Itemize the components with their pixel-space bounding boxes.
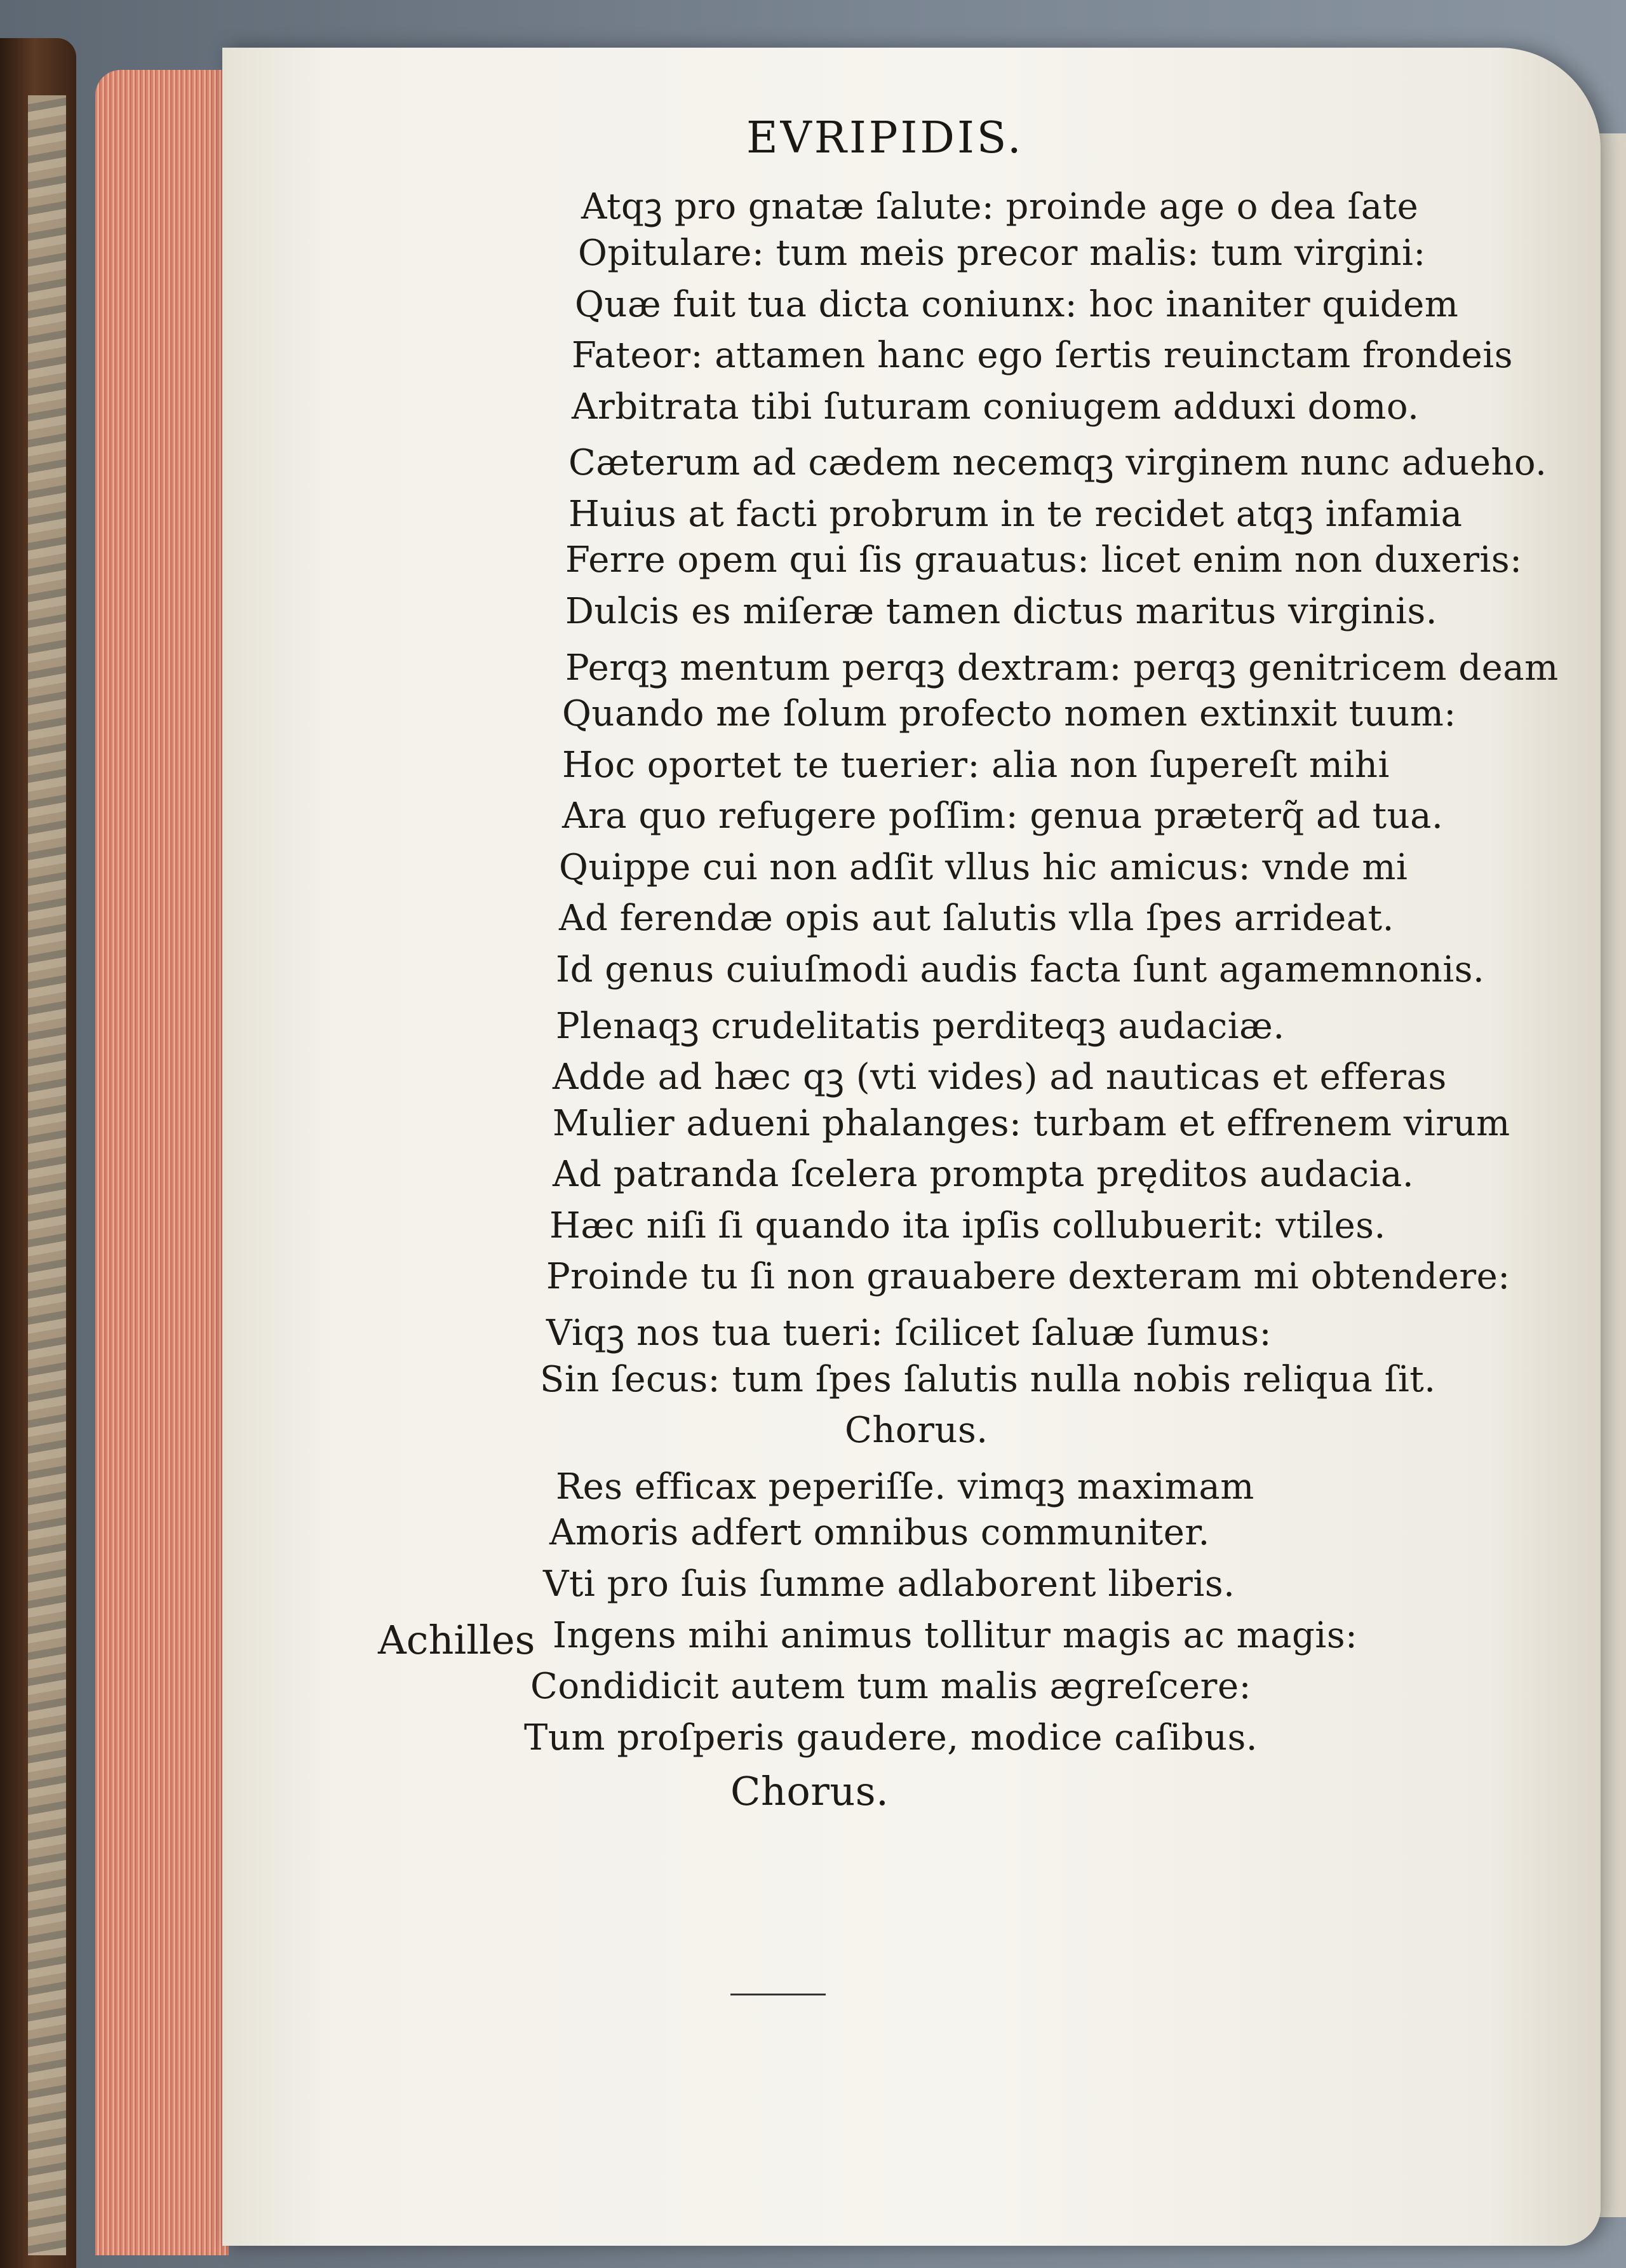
chorus-heading: Chorus. — [730, 1768, 889, 1814]
verse-line: Proinde tu ſi non grauabere dexteram mi obtendere: — [546, 1256, 1510, 1297]
achilles-line: Tum proſperis gaudere, modice caſibus. — [524, 1717, 1258, 1758]
verse-line: Ad ferendæ opis aut ſalutis vlla ſpes arrideat. — [559, 898, 1394, 939]
running-head: EVRIPIDIS. — [746, 113, 1024, 163]
verse-line: Viqꝫ nos tua tueri: ſcilicet ſaluæ ſumus: — [546, 1313, 1272, 1354]
verse-line: Ara quo refugere poſſim: genua præterq̃ ad tua. — [562, 795, 1444, 837]
verse-line: Ferre opem qui ſis grauatus: licet enim non duxeris: — [565, 539, 1522, 581]
marbled-endpaper — [28, 95, 66, 2255]
verse-line: Arbitrata tibi ſuturam coniugem adduxi domo. — [572, 386, 1420, 428]
verse-line: Sin ſecus: tum ſpes ſalutis nulla nobis reliqua ſit. — [540, 1359, 1436, 1400]
verse-line: Dulcis es miſeræ tamen dictus maritus virginis. — [565, 591, 1438, 632]
verse-line: Quæ fuit tua dicta coniunx: hoc inaniter quidem — [575, 284, 1459, 325]
verse-line: Cæterum ad cædem necemqꝫ virginem nunc adueho. — [568, 442, 1547, 483]
achilles-line: Condidicit autem tum malis ægreſcere: — [530, 1666, 1251, 1707]
chorus-heading: Chorus. — [845, 1410, 988, 1451]
verse-line: Mulier adueni phalanges: turbam et effrenem virum — [553, 1103, 1510, 1144]
verse-line: Hæc niſi ſi quando ita ipſis collubuerit: vtiles. — [549, 1205, 1386, 1246]
verse-line: Fateor: attamen hanc ego ſertis reuinctam frondeis — [572, 335, 1513, 376]
chorus-line: Res efficax peperiſſe. vimqꝫ maximam — [556, 1466, 1254, 1508]
verse-line: Adde ad hæc qꝫ (vti vides) ad nauticas et efferas — [553, 1056, 1447, 1098]
verse-line: Quippe cui non adſit vllus hic amicus: vnde mi — [559, 847, 1408, 888]
verse-line: Quando me ſolum profecto nomen extinxit tuum: — [562, 693, 1456, 734]
speaker-label: Achilles — [378, 1617, 535, 1663]
chorus-line: Amoris adfert omnibus communiter. — [549, 1512, 1210, 1553]
verse-line: Ad patranda ſcelera prompta pręditos audacia. — [553, 1154, 1414, 1195]
verse-line: Opitulare: tum meis precor malis: tum virgini: — [578, 233, 1426, 274]
verse-line: Perqꝫ mentum perqꝫ dextram: perqꝫ genitricem deam — [565, 647, 1559, 689]
achilles-line: Ingens mihi animus tollitur magis ac magis: — [553, 1615, 1358, 1656]
page-edges — [95, 70, 229, 2255]
verse-line: Atqꝫ pro gnatæ ſalute: proinde age o dea ſate — [581, 186, 1419, 227]
verse-line: Hoc oportet te tuerier: alia non ſupereſt mihi — [562, 745, 1390, 786]
verse-line: Id genus cuiuſmodi audis facta ſunt agamemnonis. — [556, 949, 1485, 990]
chorus-line: Vti pro ſuis ſumme adlaborent liberis. — [543, 1563, 1235, 1605]
verse-line: Huius at facti probrum in te recidet atqꝫ infamia — [568, 494, 1463, 535]
catchword-rule — [730, 1994, 826, 1995]
verse-line: Plenaqꝫ crudelitatis perditeqꝫ audaciæ. — [556, 1006, 1285, 1047]
book-page — [222, 48, 1601, 2246]
